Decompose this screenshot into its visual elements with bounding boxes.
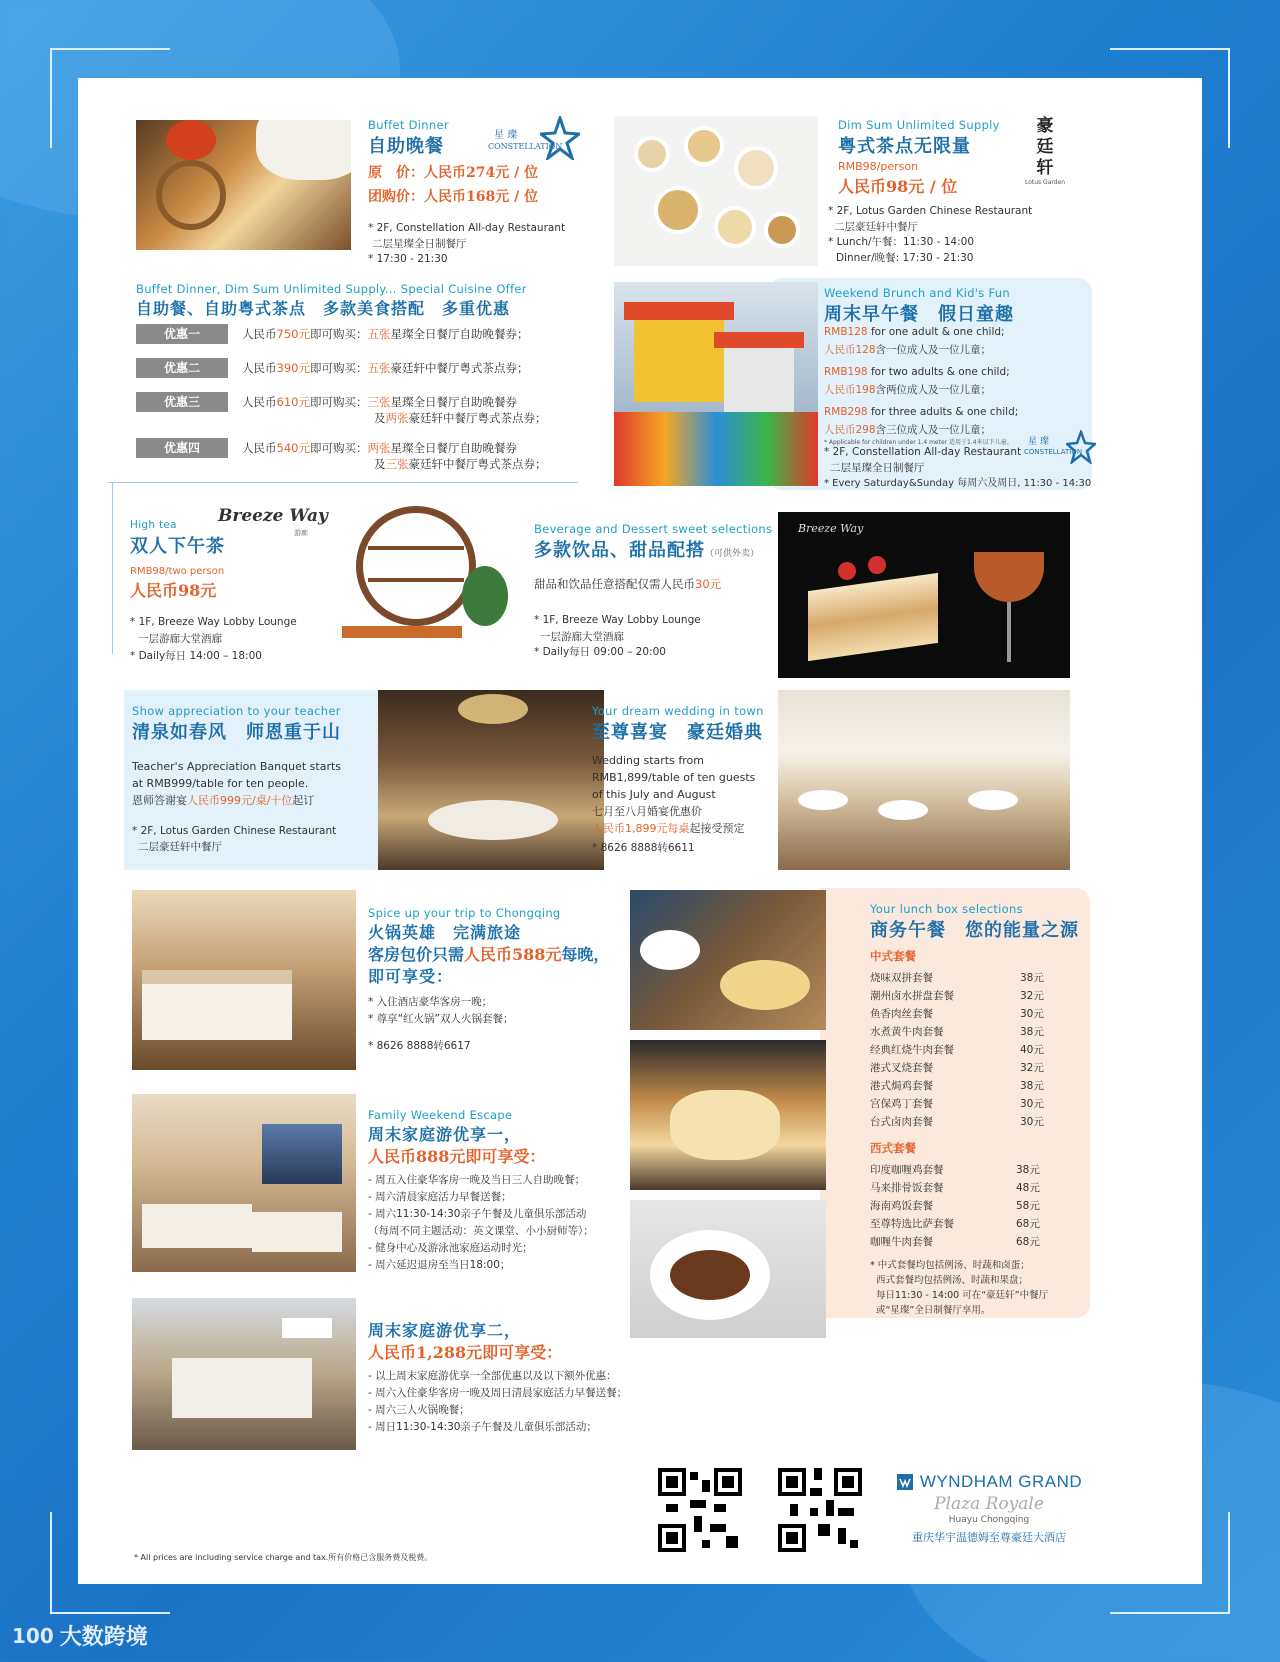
menu-price: 58元 bbox=[1016, 1200, 1040, 1212]
brunch-price-cn: 人民币128含一位成人及一位儿童； bbox=[824, 344, 992, 356]
buffet-group-price: 团购价：人民币168元 / 位 bbox=[368, 189, 539, 205]
offer-tag: 优惠二 bbox=[136, 358, 228, 378]
brunch-price-cn: 人民币198含两位成人及一位儿童； bbox=[824, 384, 992, 396]
brunch-location-cn: 二层星璨全日制餐厅 bbox=[830, 462, 925, 474]
constellation-logo: 星 璨 CONSTELLATION bbox=[1024, 430, 1094, 470]
family1-benefits: - 周五入住豪华客房一晚及当日三人自助晚餐； - 周六清晨家庭活力早餐送餐； - 周六11:30-14:30亲子午餐及儿童俱乐部活动 （每周不同主题活动：英文课堂、小小厨师等）； - 健身中心及游泳池家庭运动时光； - 周六延迟退房至当日18:00； bbox=[368, 1174, 594, 1271]
dimsum-en-title: Dim Sum Unlimited Supply bbox=[838, 118, 1000, 132]
family-room-photo bbox=[132, 1094, 356, 1272]
buffet-location-cn: 二层星璨全日制餐厅 bbox=[372, 238, 467, 250]
buffet-photo bbox=[136, 120, 351, 250]
divider bbox=[112, 482, 113, 654]
watermark-logo: 100 bbox=[12, 1623, 54, 1648]
brunch-en-title: Weekend Brunch and Kid's Fun bbox=[824, 286, 1010, 300]
beverage-time: * Daily每日 09:00 – 20:00 bbox=[534, 646, 666, 658]
hightea-photo bbox=[342, 496, 508, 656]
menu-item: 港式叉烧套餐 bbox=[870, 1062, 933, 1074]
hightea-time: * Daily每日 14:00 – 18:00 bbox=[130, 650, 262, 662]
brunch-time: * Every Saturday&Sunday 每周六及周日, 11:30 - 14:30 bbox=[824, 478, 1092, 489]
buffet-time: * 17:30 - 21:30 bbox=[368, 253, 448, 265]
wedding-en-title: Your dream wedding in town bbox=[592, 704, 764, 718]
family2-benefits: - 以上周末家庭游优享一全部优惠以及以下额外优惠： - 周六入住豪华客房一晚及周日清晨家庭活力早餐送餐； - 周六三人火锅晚餐； - 周日11:30-14:30亲子午餐及儿童俱乐部活动； bbox=[368, 1370, 628, 1433]
chicken-rice-photo bbox=[630, 890, 826, 1030]
constellation-logo: 星 璨 CONSTELLATION bbox=[488, 116, 578, 162]
buffet-orig-price: 原 价：人民币274元 / 位 bbox=[368, 165, 539, 181]
brunch-price-en: RMB128 for one adult & one child; bbox=[824, 326, 1005, 338]
offer-cn-title: 自助餐、自助粤式茶点 多款美食搭配 多重优惠 bbox=[136, 299, 511, 318]
menu-price: 30元 bbox=[1020, 1098, 1044, 1110]
teacher-location: * 2F, Lotus Garden Chinese Restaurant bbox=[132, 825, 337, 837]
brunch-price-en: RMB298 for three adults & one child; bbox=[824, 406, 1019, 418]
offer-line: 人民币610元即可购买：三张星璨全日餐厅自助晚餐券 bbox=[242, 395, 517, 409]
frame-line bbox=[50, 48, 52, 148]
lunch-panel bbox=[820, 888, 1090, 1318]
dimsum-photo bbox=[614, 116, 818, 266]
frame-line bbox=[50, 48, 170, 50]
hightea-location-cn: 一层游廊大堂酒廊 bbox=[138, 633, 222, 645]
wyndham-emblem-icon bbox=[896, 1473, 914, 1491]
lunch-cat-western: 西式套餐 bbox=[870, 1141, 916, 1155]
teacher-en-title: Show appreciation to your teacher bbox=[132, 704, 341, 718]
menu-item: 咖喱牛肉套餐 bbox=[870, 1236, 933, 1248]
brunch-price-en: RMB198 for two adults & one child; bbox=[824, 366, 1010, 378]
teacher-line-2: at RMB999/table for ten people. bbox=[132, 777, 309, 790]
brunch-price-cn: 人民币298含三位成人及一位儿童； bbox=[824, 424, 992, 436]
frame-line bbox=[50, 1612, 170, 1614]
hotpot-price: 客房包价只需人民币588元每晚， bbox=[368, 945, 610, 964]
offer-line: 人民币390元即可购买：五张豪廷轩中餐厅粤式茶点券； bbox=[242, 361, 529, 375]
hotpot-phone: * 8626 8888转6617 bbox=[368, 1040, 471, 1052]
menu-price: 32元 bbox=[1020, 990, 1044, 1002]
menu-item: 马来排骨饭套餐 bbox=[870, 1182, 944, 1194]
offer-line-2: 及两张豪廷轩中餐厅粤式茶点券； bbox=[374, 411, 547, 425]
flyer-page bbox=[78, 78, 1202, 1584]
frame-line bbox=[1110, 1612, 1230, 1614]
offer-en-title: Buffet Dinner, Dim Sum Unlimited Supply... Special Cuisine Offer bbox=[136, 282, 527, 296]
buffet-location: * 2F, Constellation All-day Restaurant bbox=[368, 222, 566, 234]
beverage-location-cn: 一层游廊大堂酒廊 bbox=[540, 631, 624, 643]
divider bbox=[108, 482, 578, 483]
menu-price: 38元 bbox=[1016, 1164, 1040, 1176]
wyndham-logo: WYNDHAM GRAND Plaza Royale Huayu Chongqing 重庆华宇温德姆至尊豪廷大酒店 bbox=[894, 1472, 1084, 1558]
menu-price: 30元 bbox=[1020, 1008, 1044, 1020]
menu-item: 水煮黄牛肉套餐 bbox=[870, 1026, 944, 1038]
menu-price: 40元 bbox=[1020, 1044, 1044, 1056]
family1-price: 人民币888元即可享受： bbox=[368, 1147, 546, 1166]
hightea-cn-title: 双人下午茶 bbox=[130, 536, 225, 557]
price-disclaimer: * All prices are including service charge and tax.所有价格已含服务费及税费。 bbox=[134, 1553, 433, 1562]
dimsum-lunch: * Lunch/午餐：11:30 - 14:00 bbox=[828, 236, 975, 248]
teacher-line-1: Teacher's Appreciation Banquet starts bbox=[132, 760, 342, 773]
dimsum-price-en: RMB98/person bbox=[838, 160, 919, 173]
menu-item: 至尊特选比萨套餐 bbox=[870, 1218, 954, 1230]
menu-item: 海南鸡饭套餐 bbox=[870, 1200, 933, 1212]
star-icon bbox=[1066, 430, 1096, 464]
buffet-cn-title: 自助晚餐 bbox=[368, 136, 444, 157]
breeze-way-logo: Breeze Way bbox=[798, 522, 864, 535]
dessert-photo bbox=[778, 512, 1070, 678]
star-icon bbox=[540, 116, 580, 160]
menu-price: 38元 bbox=[1020, 1026, 1044, 1038]
breeze-way-logo: Breeze Way bbox=[218, 506, 328, 526]
beverage-en-title: Beverage and Dessert sweet selections bbox=[534, 522, 773, 536]
hotpot-enjoy: 即可享受： bbox=[368, 967, 454, 986]
menu-item: 鱼香肉丝套餐 bbox=[870, 1008, 933, 1020]
lotus-garden-logo: 豪 廷 轩 Lotus Garden bbox=[1024, 116, 1066, 186]
wedding-phone: * 8626 8888转6611 bbox=[592, 842, 695, 854]
qr-code-icon bbox=[778, 1468, 862, 1552]
playground-photo bbox=[614, 282, 818, 486]
menu-item: 港式焗鸡套餐 bbox=[870, 1080, 933, 1092]
qr-code[interactable] bbox=[778, 1468, 862, 1552]
beverage-cn-title: 多款饮品、甜品配搭（可供外卖） bbox=[534, 540, 760, 561]
beverage-location: * 1F, Breeze Way Lobby Lounge bbox=[534, 614, 701, 626]
frame-line bbox=[1228, 48, 1230, 148]
frame-line bbox=[1110, 48, 1230, 50]
brunch-cn-title: 周末早午餐 假日童趣 bbox=[824, 304, 1014, 325]
menu-item: 印度咖喱鸡套餐 bbox=[870, 1164, 944, 1176]
family2-price: 人民币1,288元即可享受： bbox=[368, 1343, 563, 1362]
menu-price: 32元 bbox=[1020, 1062, 1044, 1074]
lunch-notes: * 中式套餐均包括例汤、时蔬和卤蛋； 西式套餐均包括例汤、时蔬和果盘； 每日11:30 - 14:00 可在“豪廷轩”中餐厅 或“星璨”全日制餐厅享用。 bbox=[870, 1260, 1049, 1316]
offer-tag: 优惠一 bbox=[136, 324, 228, 344]
family2-cn-title: 周末家庭游优享二， bbox=[368, 1321, 522, 1340]
lunch-cat-chinese: 中式套餐 bbox=[870, 949, 916, 963]
wedding-details: Wedding starts from RMB1,899/table of ten guests of this July and August 七月至八月婚宴优惠价 人民币1,899元每桌起接受预定 bbox=[592, 754, 756, 835]
teacher-cn-title: 清泉如春风 师恩重于山 bbox=[132, 722, 341, 743]
hightea-location: * 1F, Breeze Way Lobby Lounge bbox=[130, 616, 297, 628]
menu-item: 潮州卤水拼盘套餐 bbox=[870, 990, 954, 1002]
menu-price: 38元 bbox=[1020, 972, 1044, 984]
breeze-way-logo-sub: 游廊 bbox=[294, 529, 308, 537]
dimsum-cn-title: 粤式茶点无限量 bbox=[838, 136, 971, 157]
offer-line: 人民币540元即可购买：两张星璨全日餐厅自助晚餐券 bbox=[242, 441, 517, 455]
banquet-photo bbox=[378, 690, 604, 870]
hightea-price-cn: 人民币98元 bbox=[130, 581, 217, 600]
offer-line: 人民币750元即可购买：五张星璨全日餐厅自助晚餐券； bbox=[242, 327, 529, 341]
wedding-hall-photo bbox=[778, 690, 1070, 870]
pizza-photo bbox=[630, 1040, 826, 1190]
teacher-location-cn: 二层豪廷轩中餐厅 bbox=[138, 841, 222, 853]
menu-item: 台式卤肉套餐 bbox=[870, 1116, 933, 1128]
buffet-en-title: Buffet Dinner bbox=[368, 118, 449, 132]
offer-list bbox=[136, 322, 626, 482]
menu-price: 38元 bbox=[1020, 1080, 1044, 1092]
brunch-location: * 2F, Constellation All-day Restaurant bbox=[824, 446, 1022, 458]
dimsum-price-cn: 人民币98元 / 位 bbox=[838, 177, 958, 196]
watermark bbox=[12, 1620, 148, 1651]
braised-pork-photo bbox=[630, 1200, 826, 1338]
suite-photo bbox=[132, 1298, 356, 1450]
family1-cn-title: 周末家庭游优享一， bbox=[368, 1125, 522, 1144]
frame-line bbox=[1228, 1512, 1230, 1612]
lunch-en-title: Your lunch box selections bbox=[870, 902, 1023, 916]
offer-line-2: 及三张豪廷轩中餐厅粤式茶点券； bbox=[374, 457, 547, 471]
lunch-cn-title: 商务午餐 您的能量之源 bbox=[870, 920, 1079, 941]
offer-tag: 优惠三 bbox=[136, 392, 228, 412]
watermark-text: 大数跨境 bbox=[59, 1625, 148, 1650]
hotpot-benefit: * 尊享“红火锅”双人火锅套餐； bbox=[368, 1013, 514, 1025]
menu-price: 48元 bbox=[1016, 1182, 1040, 1194]
wedding-cn-title: 至尊喜宴 豪廷婚典 bbox=[592, 722, 763, 743]
menu-item: 经典红烧牛肉套餐 bbox=[870, 1044, 954, 1056]
menu-item: 宫保鸡丁套餐 bbox=[870, 1098, 933, 1110]
family1-en-title: Family Weekend Escape bbox=[368, 1108, 513, 1122]
dimsum-location-cn: 二层豪廷轩中餐厅 bbox=[834, 221, 918, 233]
qr-code[interactable] bbox=[658, 1468, 742, 1552]
hotpot-cn-title: 火锅英雄 完满旅途 bbox=[368, 923, 522, 942]
dimsum-dinner: Dinner/晚餐: 17:30 - 21:30 bbox=[836, 252, 974, 264]
hotpot-en-title: Spice up your trip to Chongqing bbox=[368, 906, 561, 920]
qr-code-icon bbox=[658, 1468, 742, 1552]
teacher-line-3: 恩师答谢宴人民币999元/桌/十位起订 bbox=[132, 794, 315, 807]
menu-item: 烧味双拼套餐 bbox=[870, 972, 933, 984]
dimsum-location: * 2F, Lotus Garden Chinese Restaurant bbox=[828, 205, 1033, 217]
menu-price: 68元 bbox=[1016, 1236, 1040, 1248]
menu-price: 68元 bbox=[1016, 1218, 1040, 1230]
hightea-price-en: RMB98/two person bbox=[130, 566, 225, 577]
hotel-room-photo bbox=[132, 890, 356, 1070]
beverage-deal: 甜品和饮品任意搭配仅需人民币30元 bbox=[534, 577, 722, 591]
brunch-note: * Applicable for children under 1.4 meter 适用于1.4米以下儿童。 bbox=[824, 439, 1013, 446]
frame-line bbox=[50, 1512, 52, 1612]
menu-price: 30元 bbox=[1020, 1116, 1044, 1128]
hightea-en-title: High tea bbox=[130, 519, 177, 531]
hotpot-benefit: * 入住酒店豪华客房一晚； bbox=[368, 996, 493, 1008]
offer-tag: 优惠四 bbox=[136, 438, 228, 458]
